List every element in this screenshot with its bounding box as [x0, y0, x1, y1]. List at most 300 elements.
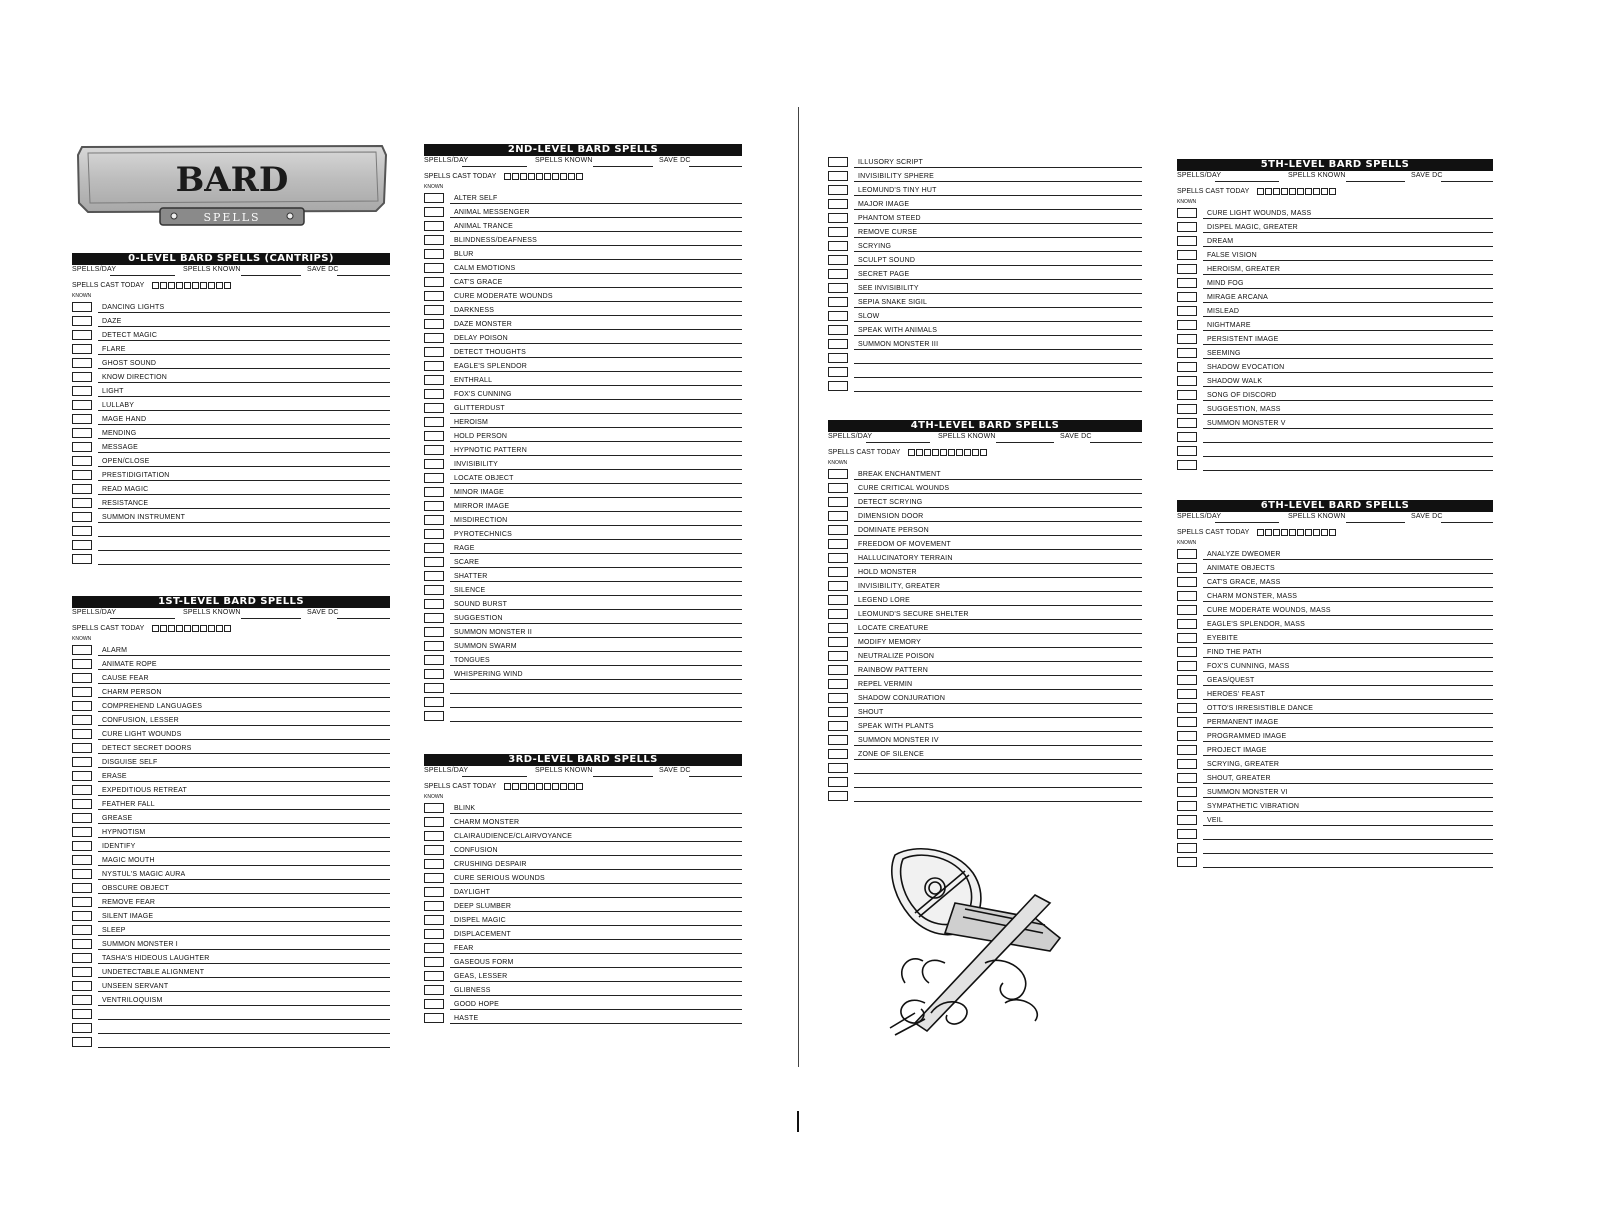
- cast-tracker-box[interactable]: [536, 783, 543, 790]
- cast-tracker-box[interactable]: [160, 282, 167, 289]
- known-checkbox[interactable]: [828, 553, 848, 563]
- known-checkbox[interactable]: [72, 995, 92, 1005]
- known-checkbox[interactable]: [1177, 460, 1197, 470]
- spell-line: [98, 1033, 390, 1034]
- known-checkbox[interactable]: [424, 929, 444, 939]
- known-checkbox[interactable]: [424, 347, 444, 357]
- known-checkbox[interactable]: [424, 887, 444, 897]
- cast-tracker-box[interactable]: [940, 449, 947, 456]
- spell-row: [424, 830, 742, 844]
- save-dc-field[interactable]: [689, 166, 742, 167]
- spell-line: [450, 217, 742, 218]
- known-checkbox[interactable]: [72, 526, 92, 536]
- cast-tracker-box[interactable]: [1321, 529, 1328, 536]
- spell-name: SEE INVISIBILITY: [858, 285, 919, 292]
- known-checkbox[interactable]: [1177, 292, 1197, 302]
- spell-line: [98, 480, 390, 481]
- known-checkbox[interactable]: [1177, 633, 1197, 643]
- cast-tracker-box[interactable]: [168, 282, 175, 289]
- known-checkbox[interactable]: [1177, 787, 1197, 797]
- known-checkbox[interactable]: [1177, 334, 1197, 344]
- spell-name: SYMPATHETIC VIBRATION: [1207, 803, 1300, 810]
- cast-tracker-box[interactable]: [216, 625, 223, 632]
- known-checkbox[interactable]: [1177, 390, 1197, 400]
- known-checkbox[interactable]: [424, 1013, 444, 1023]
- known-checkbox[interactable]: [72, 785, 92, 795]
- cast-tracker-box[interactable]: [160, 625, 167, 632]
- cast-tracker-box[interactable]: [560, 173, 567, 180]
- known-checkbox[interactable]: [828, 367, 848, 377]
- known-column-label: KNOWN: [72, 293, 92, 299]
- known-checkbox[interactable]: [1177, 759, 1197, 769]
- known-checkbox[interactable]: [424, 389, 444, 399]
- cast-tracker-box[interactable]: [576, 173, 583, 180]
- known-checkbox[interactable]: [1177, 362, 1197, 372]
- known-checkbox[interactable]: [424, 515, 444, 525]
- known-checkbox[interactable]: [1177, 731, 1197, 741]
- cast-tracker-box[interactable]: [1257, 188, 1264, 195]
- known-checkbox[interactable]: [424, 901, 444, 911]
- cast-tracker-box[interactable]: [1281, 529, 1288, 536]
- spells-known-field[interactable]: [1346, 181, 1405, 182]
- known-checkbox[interactable]: [424, 529, 444, 539]
- known-checkbox[interactable]: [828, 469, 848, 479]
- cast-tracker-box[interactable]: [216, 282, 223, 289]
- known-checkbox[interactable]: [424, 683, 444, 693]
- known-checkbox[interactable]: [1177, 250, 1197, 260]
- known-checkbox[interactable]: [424, 557, 444, 567]
- spells-per-day-field[interactable]: [462, 166, 527, 167]
- cast-tracker-box[interactable]: [980, 449, 987, 456]
- known-checkbox[interactable]: [828, 255, 848, 265]
- known-checkbox[interactable]: [828, 735, 848, 745]
- known-checkbox[interactable]: [424, 627, 444, 637]
- known-checkbox[interactable]: [72, 540, 92, 550]
- known-checkbox[interactable]: [828, 749, 848, 759]
- cast-tracker-box[interactable]: [1281, 188, 1288, 195]
- known-checkbox[interactable]: [72, 1009, 92, 1019]
- known-checkbox[interactable]: [424, 277, 444, 287]
- spell-name: SUMMON INSTRUMENT: [102, 514, 186, 521]
- known-checkbox[interactable]: [828, 525, 848, 535]
- known-checkbox[interactable]: [424, 873, 444, 883]
- known-checkbox[interactable]: [1177, 591, 1197, 601]
- cast-tracker-box[interactable]: [1313, 188, 1320, 195]
- known-checkbox[interactable]: [1177, 264, 1197, 274]
- cast-tracker-box[interactable]: [544, 783, 551, 790]
- known-checkbox[interactable]: [72, 645, 92, 655]
- cast-tracker-box[interactable]: [972, 449, 979, 456]
- cast-tracker-box[interactable]: [168, 625, 175, 632]
- cast-tracker-box[interactable]: [536, 173, 543, 180]
- known-checkbox[interactable]: [72, 841, 92, 851]
- known-checkbox[interactable]: [424, 859, 444, 869]
- known-checkbox[interactable]: [424, 543, 444, 553]
- known-checkbox[interactable]: [424, 473, 444, 483]
- known-checkbox[interactable]: [828, 693, 848, 703]
- known-checkbox[interactable]: [1177, 306, 1197, 316]
- known-checkbox[interactable]: [72, 498, 92, 508]
- known-checkbox[interactable]: [828, 157, 848, 167]
- known-checkbox[interactable]: [72, 302, 92, 312]
- cast-tracker-box[interactable]: [504, 783, 511, 790]
- known-checkbox[interactable]: [72, 981, 92, 991]
- spells-per-day-field[interactable]: [462, 776, 527, 777]
- cast-tracker-box[interactable]: [908, 449, 915, 456]
- known-checkbox[interactable]: [424, 697, 444, 707]
- known-checkbox[interactable]: [424, 999, 444, 1009]
- cast-tracker-box[interactable]: [152, 625, 159, 632]
- known-checkbox[interactable]: [828, 297, 848, 307]
- known-checkbox[interactable]: [424, 305, 444, 315]
- known-checkbox[interactable]: [424, 361, 444, 371]
- known-checkbox[interactable]: [1177, 815, 1197, 825]
- cast-tracker-box[interactable]: [184, 282, 191, 289]
- known-checkbox[interactable]: [72, 358, 92, 368]
- known-checkbox[interactable]: [1177, 404, 1197, 414]
- spell-row: [72, 399, 390, 413]
- known-checkbox[interactable]: [1177, 376, 1197, 386]
- known-checkbox[interactable]: [72, 484, 92, 494]
- cast-tracker-box[interactable]: [1329, 188, 1336, 195]
- cast-tracker-box[interactable]: [956, 449, 963, 456]
- cast-tracker-box[interactable]: [184, 625, 191, 632]
- known-checkbox[interactable]: [424, 249, 444, 259]
- cast-tracker-box[interactable]: [1257, 529, 1264, 536]
- known-checkbox[interactable]: [424, 711, 444, 721]
- known-checkbox[interactable]: [72, 869, 92, 879]
- cast-tracker-box[interactable]: [1297, 188, 1304, 195]
- cast-tracker-box[interactable]: [512, 783, 519, 790]
- known-checkbox[interactable]: [424, 501, 444, 511]
- known-checkbox[interactable]: [72, 925, 92, 935]
- save-dc-field[interactable]: [1090, 442, 1142, 443]
- spell-name: FLARE: [102, 346, 126, 353]
- known-checkbox[interactable]: [72, 1037, 92, 1047]
- cast-tracker-box[interactable]: [520, 173, 527, 180]
- known-checkbox[interactable]: [1177, 236, 1197, 246]
- known-checkbox[interactable]: [828, 339, 848, 349]
- known-checkbox[interactable]: [828, 623, 848, 633]
- known-checkbox[interactable]: [424, 817, 444, 827]
- known-checkbox[interactable]: [828, 763, 848, 773]
- known-checkbox[interactable]: [72, 897, 92, 907]
- spell-row: [72, 483, 390, 497]
- known-checkbox[interactable]: [828, 707, 848, 717]
- known-checkbox[interactable]: [424, 487, 444, 497]
- save-dc-field[interactable]: [689, 776, 742, 777]
- known-checkbox[interactable]: [424, 193, 444, 203]
- known-checkbox[interactable]: [828, 199, 848, 209]
- known-checkbox[interactable]: [1177, 661, 1197, 671]
- known-checkbox[interactable]: [828, 609, 848, 619]
- known-checkbox[interactable]: [72, 883, 92, 893]
- known-checkbox[interactable]: [424, 333, 444, 343]
- cast-tracker-box[interactable]: [924, 449, 931, 456]
- known-checkbox[interactable]: [828, 269, 848, 279]
- known-checkbox[interactable]: [72, 372, 92, 382]
- known-checkbox[interactable]: [72, 967, 92, 977]
- save-dc-field[interactable]: [337, 618, 390, 619]
- known-checkbox[interactable]: [424, 943, 444, 953]
- spells-known-field[interactable]: [241, 618, 301, 619]
- cast-tracker-box[interactable]: [552, 783, 559, 790]
- known-checkbox[interactable]: [424, 571, 444, 581]
- known-checkbox[interactable]: [1177, 647, 1197, 657]
- cast-tracker-box[interactable]: [1289, 188, 1296, 195]
- known-checkbox[interactable]: [1177, 773, 1197, 783]
- known-checkbox[interactable]: [72, 687, 92, 697]
- cast-tracker-box[interactable]: [192, 282, 199, 289]
- known-checkbox[interactable]: [72, 729, 92, 739]
- spells-known-field[interactable]: [593, 166, 653, 167]
- known-checkbox[interactable]: [1177, 563, 1197, 573]
- cast-tracker-box[interactable]: [1313, 529, 1320, 536]
- cast-tracker-box[interactable]: [192, 625, 199, 632]
- spell-line: [1203, 867, 1493, 868]
- cast-tracker-box[interactable]: [200, 625, 207, 632]
- known-checkbox[interactable]: [424, 655, 444, 665]
- cast-tracker-box[interactable]: [932, 449, 939, 456]
- known-checkbox[interactable]: [1177, 577, 1197, 587]
- cast-tracker-box[interactable]: [544, 173, 551, 180]
- known-checkbox[interactable]: [424, 263, 444, 273]
- known-checkbox[interactable]: [1177, 320, 1197, 330]
- known-checkbox[interactable]: [828, 381, 848, 391]
- known-checkbox[interactable]: [72, 715, 92, 725]
- known-checkbox[interactable]: [72, 400, 92, 410]
- known-checkbox[interactable]: [1177, 348, 1197, 358]
- known-checkbox[interactable]: [72, 456, 92, 466]
- known-checkbox[interactable]: [424, 319, 444, 329]
- spells-known-field[interactable]: [593, 776, 653, 777]
- known-checkbox[interactable]: [1177, 432, 1197, 442]
- cast-tracker-box[interactable]: [576, 783, 583, 790]
- spells-per-day-field[interactable]: [110, 275, 175, 276]
- known-checkbox[interactable]: [828, 777, 848, 787]
- known-checkbox[interactable]: [424, 207, 444, 217]
- known-checkbox[interactable]: [828, 497, 848, 507]
- known-checkbox[interactable]: [72, 442, 92, 452]
- known-checkbox[interactable]: [828, 483, 848, 493]
- spells-known-field[interactable]: [1346, 522, 1405, 523]
- cast-tracker-box[interactable]: [208, 625, 215, 632]
- known-checkbox[interactable]: [828, 171, 848, 181]
- cast-tracker-box[interactable]: [1289, 529, 1296, 536]
- cast-tracker-box[interactable]: [568, 783, 575, 790]
- known-column-label: KNOWN: [424, 184, 444, 190]
- save-dc-field[interactable]: [337, 275, 390, 276]
- known-checkbox[interactable]: [72, 939, 92, 949]
- known-checkbox[interactable]: [72, 757, 92, 767]
- spell-name: COMPREHEND LANGUAGES: [102, 703, 203, 710]
- known-checkbox[interactable]: [72, 799, 92, 809]
- known-checkbox[interactable]: [424, 915, 444, 925]
- known-checkbox[interactable]: [828, 679, 848, 689]
- known-checkbox[interactable]: [72, 953, 92, 963]
- cast-tracker-box[interactable]: [948, 449, 955, 456]
- cast-tracker-box[interactable]: [152, 282, 159, 289]
- known-checkbox[interactable]: [424, 831, 444, 841]
- cast-tracker-box[interactable]: [552, 173, 559, 180]
- cast-tracker-box[interactable]: [1321, 188, 1328, 195]
- cast-tracker-box[interactable]: [560, 783, 567, 790]
- known-checkbox[interactable]: [424, 221, 444, 231]
- spells-known-field[interactable]: [996, 442, 1054, 443]
- known-checkbox[interactable]: [72, 386, 92, 396]
- known-checkbox[interactable]: [1177, 222, 1197, 232]
- known-checkbox[interactable]: [424, 235, 444, 245]
- spell-name: PERMANENT IMAGE: [1207, 719, 1279, 726]
- known-checkbox[interactable]: [1177, 717, 1197, 727]
- known-checkbox[interactable]: [424, 613, 444, 623]
- known-checkbox[interactable]: [1177, 801, 1197, 811]
- known-checkbox[interactable]: [72, 512, 92, 522]
- known-checkbox[interactable]: [424, 417, 444, 427]
- cast-tracker-box[interactable]: [964, 449, 971, 456]
- spell-row: [424, 858, 742, 872]
- known-checkbox[interactable]: [828, 665, 848, 675]
- spell-name: READ MAGIC: [102, 486, 149, 493]
- known-checkbox[interactable]: [828, 511, 848, 521]
- known-checkbox[interactable]: [828, 651, 848, 661]
- spells-per-day-field[interactable]: [110, 618, 175, 619]
- known-checkbox[interactable]: [72, 743, 92, 753]
- known-checkbox[interactable]: [828, 241, 848, 251]
- known-checkbox[interactable]: [424, 985, 444, 995]
- known-checkbox[interactable]: [828, 311, 848, 321]
- known-checkbox[interactable]: [72, 1023, 92, 1033]
- known-checkbox[interactable]: [424, 445, 444, 455]
- known-checkbox[interactable]: [828, 791, 848, 801]
- known-checkbox[interactable]: [1177, 843, 1197, 853]
- known-checkbox[interactable]: [1177, 446, 1197, 456]
- known-checkbox[interactable]: [1177, 857, 1197, 867]
- cast-tracker-box[interactable]: [1273, 188, 1280, 195]
- known-checkbox[interactable]: [828, 637, 848, 647]
- cast-tracker-box[interactable]: [916, 449, 923, 456]
- save-dc-field[interactable]: [1441, 522, 1493, 523]
- known-checkbox[interactable]: [828, 539, 848, 549]
- cast-tracker-box[interactable]: [528, 173, 535, 180]
- known-checkbox[interactable]: [72, 701, 92, 711]
- known-checkbox[interactable]: [72, 673, 92, 683]
- known-checkbox[interactable]: [1177, 689, 1197, 699]
- cast-tracker-box[interactable]: [1297, 529, 1304, 536]
- spell-line: [1203, 246, 1493, 247]
- known-checkbox[interactable]: [424, 459, 444, 469]
- known-checkbox[interactable]: [1177, 278, 1197, 288]
- cast-tracker-box[interactable]: [1305, 529, 1312, 536]
- cast-tracker-box[interactable]: [568, 173, 575, 180]
- cast-tracker-box[interactable]: [224, 282, 231, 289]
- cast-tracker-box[interactable]: [200, 282, 207, 289]
- save-dc-field[interactable]: [1441, 181, 1493, 182]
- known-checkbox[interactable]: [828, 227, 848, 237]
- cast-tracker-box[interactable]: [528, 783, 535, 790]
- known-checkbox[interactable]: [828, 567, 848, 577]
- known-checkbox[interactable]: [828, 595, 848, 605]
- spell-row: [424, 402, 742, 416]
- known-checkbox[interactable]: [72, 428, 92, 438]
- cast-tracker-box[interactable]: [1265, 529, 1272, 536]
- cast-tracker-box[interactable]: [1273, 529, 1280, 536]
- known-checkbox[interactable]: [1177, 549, 1197, 559]
- cast-tracker-box[interactable]: [1329, 529, 1336, 536]
- spells-per-day-field[interactable]: [1215, 522, 1279, 523]
- cast-tracker-box[interactable]: [224, 625, 231, 632]
- cast-tracker-box[interactable]: [504, 173, 511, 180]
- known-checkbox[interactable]: [424, 585, 444, 595]
- known-checkbox[interactable]: [1177, 605, 1197, 615]
- known-checkbox[interactable]: [828, 213, 848, 223]
- known-checkbox[interactable]: [424, 431, 444, 441]
- known-checkbox[interactable]: [1177, 829, 1197, 839]
- spells-per-day-field[interactable]: [1215, 181, 1279, 182]
- spells-per-day-field[interactable]: [866, 442, 930, 443]
- known-checkbox[interactable]: [424, 641, 444, 651]
- cast-tracker-box[interactable]: [208, 282, 215, 289]
- known-checkbox[interactable]: [72, 330, 92, 340]
- spell-line: [450, 553, 742, 554]
- cast-tracker-box[interactable]: [176, 625, 183, 632]
- known-checkbox[interactable]: [1177, 619, 1197, 629]
- known-checkbox[interactable]: [1177, 675, 1197, 685]
- known-checkbox[interactable]: [424, 971, 444, 981]
- known-checkbox[interactable]: [1177, 703, 1197, 713]
- known-checkbox[interactable]: [828, 283, 848, 293]
- known-checkbox[interactable]: [828, 185, 848, 195]
- known-checkbox[interactable]: [424, 599, 444, 609]
- known-checkbox[interactable]: [72, 911, 92, 921]
- known-checkbox[interactable]: [72, 344, 92, 354]
- known-checkbox[interactable]: [424, 845, 444, 855]
- known-checkbox[interactable]: [1177, 745, 1197, 755]
- known-checkbox[interactable]: [72, 316, 92, 326]
- known-checkbox[interactable]: [72, 771, 92, 781]
- known-checkbox[interactable]: [72, 855, 92, 865]
- known-checkbox[interactable]: [72, 659, 92, 669]
- known-checkbox[interactable]: [72, 827, 92, 837]
- cast-tracker-box[interactable]: [520, 783, 527, 790]
- known-checkbox[interactable]: [424, 375, 444, 385]
- known-checkbox[interactable]: [424, 957, 444, 967]
- cast-tracker-box[interactable]: [512, 173, 519, 180]
- known-checkbox[interactable]: [828, 581, 848, 591]
- known-checkbox[interactable]: [424, 403, 444, 413]
- spell-row: [1177, 403, 1493, 417]
- known-checkbox[interactable]: [424, 291, 444, 301]
- known-checkbox[interactable]: [424, 669, 444, 679]
- known-checkbox[interactable]: [72, 813, 92, 823]
- known-checkbox[interactable]: [1177, 418, 1197, 428]
- known-checkbox[interactable]: [828, 353, 848, 363]
- known-checkbox[interactable]: [72, 554, 92, 564]
- known-checkbox[interactable]: [828, 721, 848, 731]
- spell-name: MODIFY MEMORY: [858, 639, 922, 646]
- known-checkbox[interactable]: [1177, 208, 1197, 218]
- spells-known-field[interactable]: [241, 275, 301, 276]
- cast-tracker-box[interactable]: [1305, 188, 1312, 195]
- spell-row: [424, 542, 742, 556]
- known-checkbox[interactable]: [424, 803, 444, 813]
- known-checkbox[interactable]: [72, 470, 92, 480]
- known-checkbox[interactable]: [828, 325, 848, 335]
- known-checkbox[interactable]: [72, 414, 92, 424]
- spell-line: [854, 605, 1142, 606]
- cast-tracker-box[interactable]: [1265, 188, 1272, 195]
- cast-tracker-box[interactable]: [176, 282, 183, 289]
